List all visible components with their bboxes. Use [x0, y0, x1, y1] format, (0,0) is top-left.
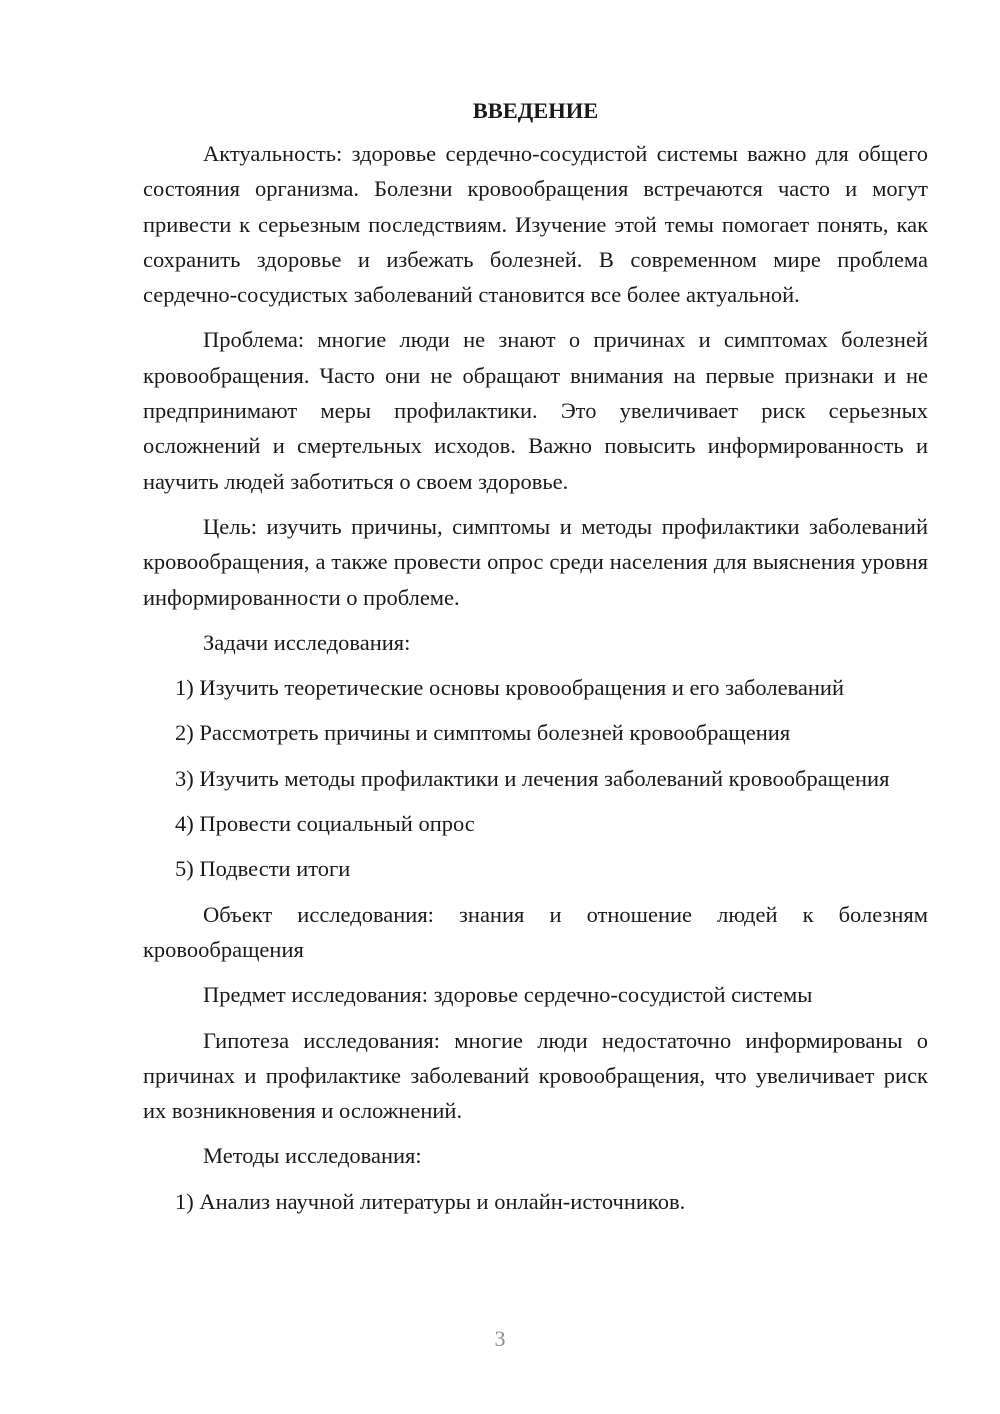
task-item-4: 4) Провести социальный опрос	[175, 811, 475, 837]
task-item-3: 3) Изучить методы профилактики и лечения заболеваний кровообращения	[175, 765, 890, 791]
method-item-1: 1) Анализ научной литературы и онлайн-источников.	[175, 1188, 686, 1214]
paragraph-goal: Цель: изучить причины, симптомы и методы профилактики заболеваний кровообращения, а также провести опрос среди населения для выяснения уровня информированности о проблеме.	[143, 513, 928, 610]
task-item-2: 2) Рассмотреть причины и симптомы болезней кровообращения	[175, 720, 791, 746]
paragraph-problem: Проблема: многие люди не знают о причинах и симптомах болезней кровообращения. Часто они не обращают внимания на первые признаки и не предпринимают меры профилактики. Это увеличивает риск серьезных осложнений и смертельных исходов. Важно повысить информированность и научить людей заботиться о своем здоровье.	[143, 327, 928, 494]
paragraph-object: Объект исследования: знания и отношение людей к болезням кровообращения	[143, 901, 928, 962]
tasks-heading: Задачи исследования:	[203, 629, 411, 655]
task-item-1: 1) Изучить теоретические основы кровообращения и его заболеваний	[175, 675, 845, 701]
methods-heading: Методы исследования:	[203, 1143, 422, 1169]
paragraph-subject: Предмет исследования: здоровье сердечно-сосудистой системы	[203, 982, 813, 1008]
task-item-5: 5) Подвести итоги	[175, 856, 351, 882]
page-title: ВВЕДЕНИЕ	[472, 98, 599, 123]
document-page	[143, 96, 928, 1229]
paragraph-hypothesis: Гипотеза исследования: многие люди недостаточно информированы о причинах и профилактике заболеваний кровообращения, что увеличивает риск их возникновения и осложнений.	[143, 1027, 928, 1124]
paragraph-relevance: Актуальность: здоровье сердечно-сосудистой системы важно для общего состояния организма. Болезни кровообращения встречаются часто и могут привести к серьезным последствиям. Изучение этой темы помогает понять, как сохранить здоровье и избежать болезней. В современном мире проблема сердечно-сосудистых заболеваний становится все более актуальной.	[143, 141, 928, 308]
page-number: 3	[494, 1326, 506, 1351]
